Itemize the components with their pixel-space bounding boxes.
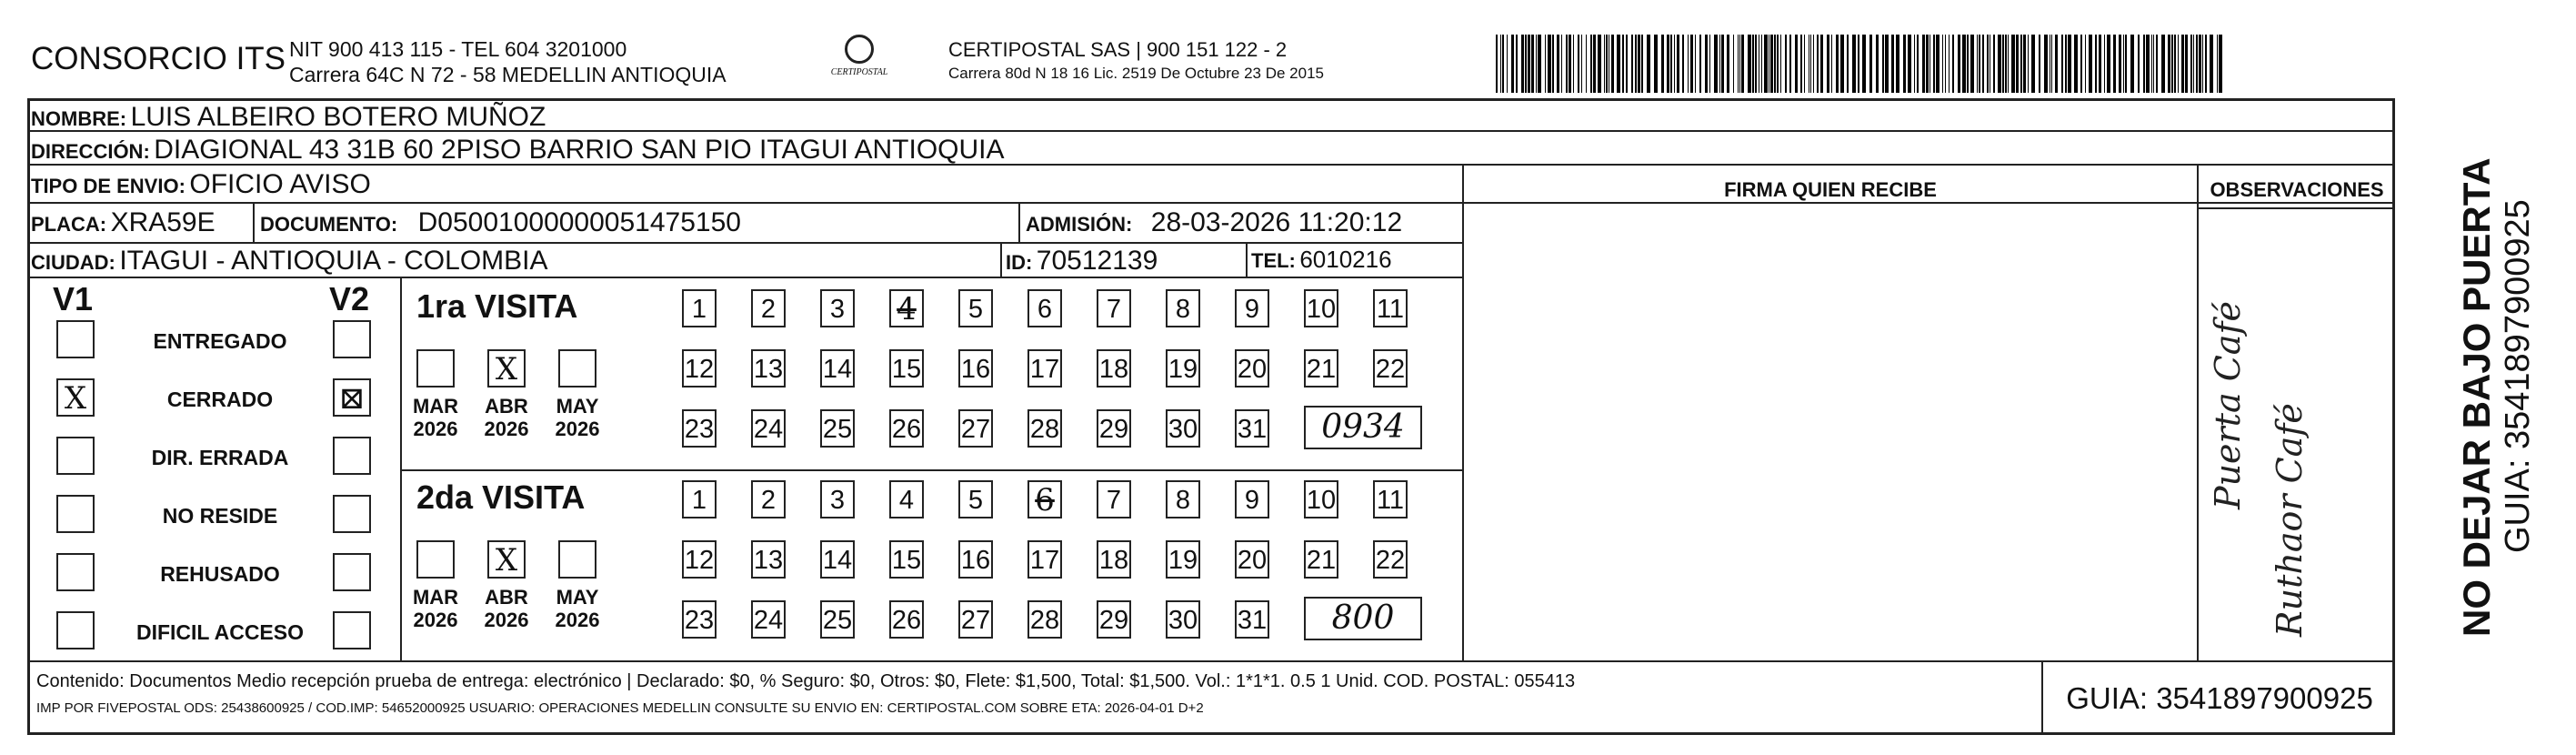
- day-box[interactable]: 22: [1373, 540, 1408, 579]
- day-box[interactable]: 26: [889, 409, 924, 448]
- day-box[interactable]: 9: [1235, 289, 1269, 327]
- month-name: ABR: [485, 395, 528, 418]
- v1-checkbox[interactable]: [56, 437, 95, 475]
- visit1-title: 1ra VISITA: [416, 287, 578, 325]
- documento-row: [260, 207, 741, 238]
- divider: [253, 202, 255, 242]
- carrier-info: [948, 38, 1324, 86]
- month-name: MAR: [412, 395, 459, 418]
- day-box[interactable]: 6: [1027, 480, 1062, 518]
- day-box[interactable]: 21: [1304, 540, 1338, 579]
- ciudad-value: ITAGUI - ANTIOQUIA - COLOMBIA: [119, 246, 548, 276]
- month-checkbox[interactable]: [416, 540, 455, 579]
- side-title: NO DEJAR BAJO PUERTA: [2455, 157, 2498, 637]
- status-option-label: CERRADO: [166, 388, 274, 411]
- day-box[interactable]: 5: [958, 289, 993, 327]
- day-box[interactable]: 18: [1097, 540, 1131, 579]
- day-box[interactable]: 8: [1166, 289, 1200, 327]
- ciudad-label: CIUDAD:: [31, 251, 115, 274]
- day-box[interactable]: 10: [1304, 289, 1338, 327]
- divider: [27, 660, 2395, 662]
- direccion-label: DIRECCIÓN:: [31, 140, 150, 163]
- day-box[interactable]: 23: [682, 409, 717, 448]
- divider: [400, 469, 1464, 471]
- certipostal-logo: [823, 35, 896, 91]
- org-nit: NIT 900 413 115 - TEL 604 3201000: [289, 37, 627, 61]
- day-box[interactable]: 31: [1235, 409, 1269, 448]
- day-box[interactable]: 15: [889, 349, 924, 388]
- day-box[interactable]: 18: [1097, 349, 1131, 388]
- tel-row: [1251, 246, 1392, 277]
- day-box[interactable]: 20: [1235, 540, 1269, 579]
- tel-label: TEL:: [1251, 249, 1296, 272]
- observacion-line2: Ruthaor Café: [2270, 403, 2310, 637]
- placa-row: [31, 207, 216, 238]
- visit2-title: 2da VISITA: [416, 478, 586, 516]
- footer-imp: IMP POR FIVEPOSTAL ODS: 25438600925 / COD.IMP: 54652000925 USUARIO: OPERACIONES MEDELLIN CONSULTE SU ENVIO EN: CERTIPOSTAL.COM SOBRE ETA: 2026-04-01 D+2: [36, 700, 1204, 716]
- day-box[interactable]: 3: [820, 289, 855, 327]
- day-box[interactable]: 17: [1027, 540, 1062, 579]
- carrier-address: Carrera 80d N 18 16 Lic. 2519 De Octubre 23 De 2015: [948, 65, 1324, 82]
- day-box[interactable]: 11: [1373, 480, 1408, 518]
- month-checkbox[interactable]: X: [487, 540, 526, 579]
- barcode: [1496, 35, 2223, 93]
- status-option-label: ENTREGADO: [153, 329, 287, 353]
- month-checkbox[interactable]: [558, 349, 596, 388]
- day-box[interactable]: 27: [958, 600, 993, 639]
- day-box[interactable]: 17: [1027, 349, 1062, 388]
- day-box[interactable]: 1: [682, 289, 717, 327]
- day-box[interactable]: 25: [820, 600, 855, 639]
- month-year: 2026: [555, 418, 600, 440]
- month-name: MAR: [412, 586, 459, 609]
- day-box[interactable]: 11: [1373, 289, 1408, 327]
- divider: [1462, 164, 1464, 660]
- day-box[interactable]: 24: [751, 600, 786, 639]
- org-info: [289, 36, 727, 87]
- status-option-label: DIFICIL ACCESO: [135, 620, 304, 644]
- day-box[interactable]: 31: [1235, 600, 1269, 639]
- day-box[interactable]: 19: [1166, 540, 1200, 579]
- month-label: [475, 395, 538, 440]
- month-year: 2026: [484, 418, 529, 440]
- v2-checkbox[interactable]: [333, 611, 371, 649]
- status-option-label: REHUSADO: [160, 562, 280, 586]
- month-label: [475, 586, 538, 631]
- admision-value: 28-03-2026 11:20:12: [1150, 207, 1403, 237]
- day-box[interactable]: 13: [751, 540, 786, 579]
- id-row: [1006, 246, 1158, 277]
- day-box[interactable]: 16: [958, 349, 993, 388]
- v2-checkbox[interactable]: [333, 320, 371, 358]
- month-year: 2026: [413, 609, 458, 631]
- observaciones-header: OBSERVACIONES: [2210, 178, 2384, 201]
- v2-checkbox[interactable]: ⊠: [333, 378, 371, 417]
- day-box[interactable]: 8: [1166, 480, 1200, 518]
- direccion-row: [31, 135, 1005, 166]
- id-label: ID:: [1006, 251, 1033, 274]
- month-year: 2026: [555, 609, 600, 631]
- day-box[interactable]: 6: [1027, 289, 1062, 327]
- v2-checkbox[interactable]: [333, 437, 371, 475]
- month-label: [404, 586, 467, 631]
- org-address: Carrera 64C N 72 - 58 MEDELLIN ANTIOQUIA: [289, 63, 727, 86]
- month-label: [546, 395, 609, 440]
- day-box[interactable]: 28: [1027, 600, 1062, 639]
- ciudad-row: [31, 246, 548, 277]
- day-box[interactable]: 4: [889, 480, 924, 518]
- day-box[interactable]: 10: [1304, 480, 1338, 518]
- visit-time-box: 800: [1304, 597, 1422, 640]
- day-box[interactable]: 1: [682, 480, 717, 518]
- month-label: [404, 395, 467, 440]
- documento-label: DOCUMENTO:: [260, 213, 398, 236]
- status-option-label: DIR. ERRADA: [151, 446, 289, 469]
- day-box[interactable]: 29: [1097, 600, 1131, 639]
- nombre-row: [31, 102, 546, 133]
- month-name: MAY: [556, 395, 599, 418]
- tel-value: 6010216: [1299, 246, 1392, 273]
- logo-text: CERTIPOSTAL: [830, 67, 888, 77]
- tipo-row: [31, 169, 371, 200]
- guia-box: GUIA: 3541897900925: [2041, 662, 2396, 735]
- month-name: ABR: [485, 586, 528, 609]
- carrier-nit: CERTIPOSTAL SAS | 900 151 122 - 2: [948, 38, 1288, 61]
- v2-checkbox[interactable]: [333, 553, 371, 591]
- v1-header: V1: [53, 280, 94, 317]
- documento-value: D05001000000051475150: [417, 207, 741, 237]
- day-box[interactable]: 7: [1097, 289, 1131, 327]
- day-box[interactable]: 7: [1097, 480, 1131, 518]
- status-option-label: NO RESIDE: [162, 504, 278, 528]
- placa-label: PLACA:: [31, 213, 107, 236]
- v2-checkbox[interactable]: [333, 495, 371, 533]
- org-name: CONSORCIO ITS: [31, 41, 286, 76]
- nombre-value: LUIS ALBEIRO BOTERO MUÑOZ: [130, 102, 546, 132]
- day-box[interactable]: 30: [1166, 409, 1200, 448]
- day-box[interactable]: 20: [1235, 349, 1269, 388]
- placa-value: XRA59E: [110, 207, 216, 237]
- observacion-line1: Puerta Café: [2208, 301, 2248, 509]
- v1-checkbox[interactable]: [56, 495, 95, 533]
- firma-header: FIRMA QUIEN RECIBE: [1724, 178, 1937, 201]
- day-box[interactable]: 28: [1027, 409, 1062, 448]
- tipo-label: TIPO DE ENVIO:: [31, 175, 185, 197]
- day-box[interactable]: 13: [751, 349, 786, 388]
- day-box[interactable]: 26: [889, 600, 924, 639]
- day-box[interactable]: 15: [889, 540, 924, 579]
- day-box[interactable]: 22: [1373, 349, 1408, 388]
- divider: [27, 277, 1464, 278]
- month-year: 2026: [484, 609, 529, 631]
- v1-checkbox[interactable]: [56, 553, 95, 591]
- day-box[interactable]: 12: [682, 349, 717, 388]
- admision-row: [1026, 207, 1402, 238]
- admision-label: ADMISIÓN:: [1026, 213, 1133, 236]
- day-box[interactable]: 4: [889, 289, 924, 327]
- day-box[interactable]: 16: [958, 540, 993, 579]
- day-box[interactable]: 14: [820, 540, 855, 579]
- month-name: MAY: [556, 586, 599, 609]
- divider: [1246, 242, 1248, 277]
- day-box[interactable]: 3: [820, 480, 855, 518]
- v2-header: V2: [329, 280, 370, 317]
- day-box[interactable]: 5: [958, 480, 993, 518]
- v1-checkbox[interactable]: [56, 320, 95, 358]
- day-box[interactable]: 2: [751, 289, 786, 327]
- divider: [1018, 202, 1020, 242]
- day-box[interactable]: 23: [682, 600, 717, 639]
- day-box[interactable]: 14: [820, 349, 855, 388]
- day-box[interactable]: 30: [1166, 600, 1200, 639]
- visit-time-box: 0934: [1304, 406, 1422, 449]
- divider: [2197, 164, 2199, 660]
- side-guia: GUIA: 3541897900925: [2499, 199, 2537, 553]
- footer-contenido: Contenido: Documentos Medio recepción prueba de entrega: electrónico | Declarado: $0, % Seguro: $0, Otros: $0, Flete: $1,500, Total: $1,500. Vol.: 1*1*1. 0.5 1 Unid. COD. POSTAL: 055413: [36, 671, 1576, 691]
- direccion-value: DIAGIONAL 43 31B 60 2PISO BARRIO SAN PIO ITAGUI ANTIOQUIA: [154, 135, 1005, 165]
- month-checkbox[interactable]: [558, 540, 596, 579]
- divider: [400, 277, 402, 660]
- day-box[interactable]: 21: [1304, 349, 1338, 388]
- divider: [27, 242, 1464, 244]
- v1-checkbox[interactable]: [56, 611, 95, 649]
- divider: [27, 202, 2395, 204]
- divider: [1000, 242, 1002, 277]
- day-box[interactable]: 25: [820, 409, 855, 448]
- v1-checkbox[interactable]: X: [56, 378, 95, 417]
- month-checkbox[interactable]: [416, 349, 455, 388]
- logo-circle-icon: [845, 35, 874, 64]
- month-checkbox[interactable]: X: [487, 349, 526, 388]
- day-box[interactable]: 27: [958, 409, 993, 448]
- day-box[interactable]: 12: [682, 540, 717, 579]
- day-box[interactable]: 24: [751, 409, 786, 448]
- day-box[interactable]: 19: [1166, 349, 1200, 388]
- tipo-value: OFICIO AVISO: [189, 169, 371, 199]
- day-box[interactable]: 9: [1235, 480, 1269, 518]
- nombre-label: NOMBRE:: [31, 107, 127, 130]
- id-value: 70512139: [1036, 246, 1158, 276]
- month-label: [546, 586, 609, 631]
- day-box[interactable]: 2: [751, 480, 786, 518]
- month-year: 2026: [413, 418, 458, 440]
- day-box[interactable]: 29: [1097, 409, 1131, 448]
